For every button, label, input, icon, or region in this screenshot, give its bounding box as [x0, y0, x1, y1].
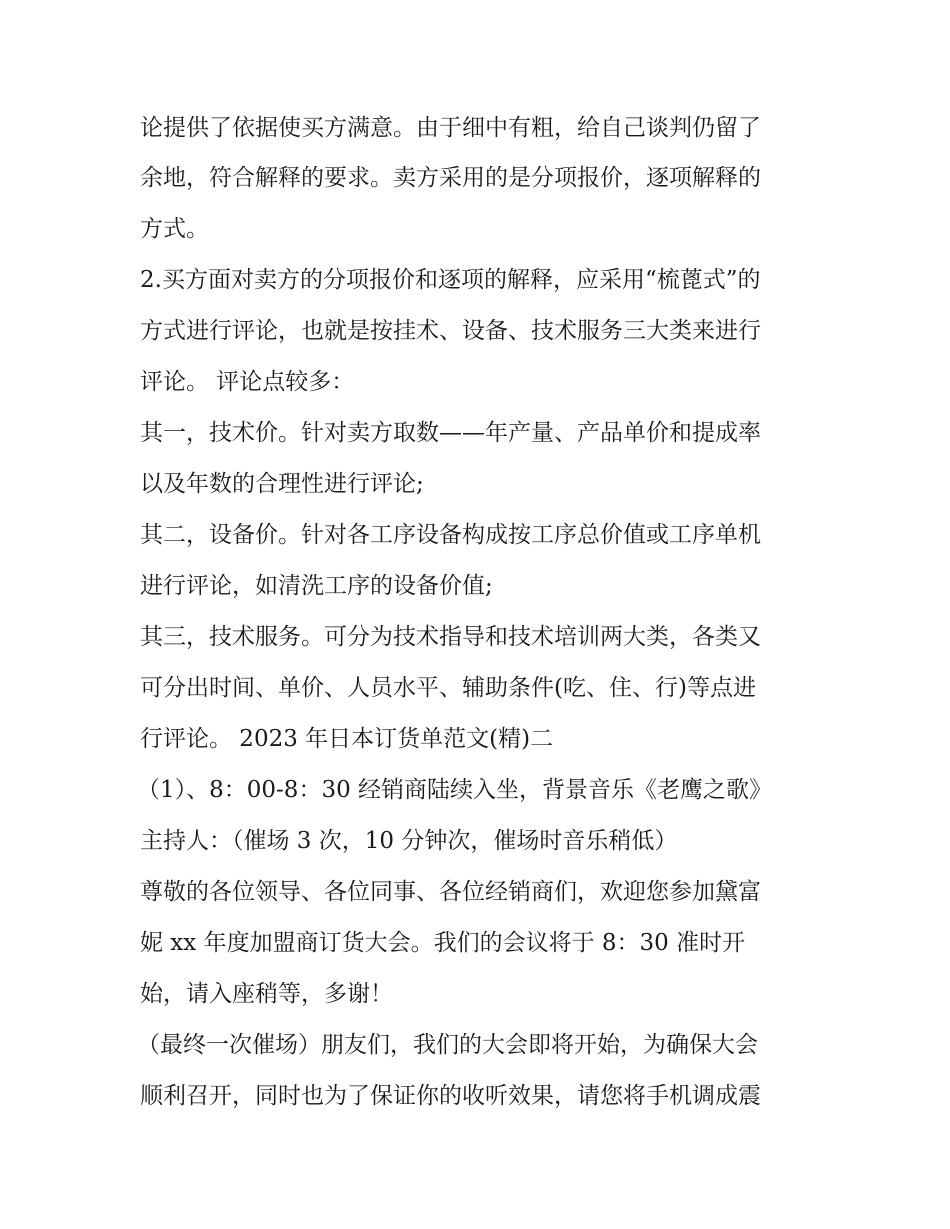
text-line: 其一，技术价。针对卖方取数——年产量、产品单价和提成率: [140, 420, 761, 446]
text-line: 尊敬的各位领导、各位同事、各位经销商们，欢迎您参加黛富: [140, 879, 761, 905]
text-line: 2.买方面对卖方的分项报价和逐项的解释，应采用“梳蓖式”的: [140, 267, 761, 293]
text-line: 顺利召开，同时也为了保证你的收听效果，请您将手机调成震: [140, 1083, 761, 1109]
text-line: 方式进行评论，也就是按挂术、设备、技术服务三大类来进行: [140, 318, 761, 344]
text-line: 评论。 评论点较多：: [140, 369, 355, 395]
text-line: 其二，设备价。针对各工序设备构成按工序总价值或工序单机: [140, 522, 761, 548]
text-line: 论提供了依据使买方满意。由于细中有粗，给自己谈判仍留了: [140, 115, 761, 141]
text-line: 余地，符合解释的要求。卖方采用的是分项报价，逐项解释的: [140, 165, 761, 191]
text-line: 进行评论，如清洗工序的设备价值;: [140, 573, 493, 599]
text-line: 方式。: [140, 216, 209, 242]
text-line: 主持人：（催场 3 次，10 分钟次，催场时音乐稍低）: [140, 828, 678, 854]
text-line: 行评论。 2023 年日本订货单范文(精)二: [140, 726, 554, 752]
text-line: 以及年数的合理性进行评论;: [140, 471, 424, 497]
text-line: （1）、8：00-8：30 经销商陆续入坐，背景音乐《老鹰之歌》: [137, 777, 773, 803]
text-line: 妮 xx 年度加盟商订货大会。我们的会议将于 8：30 准时开: [140, 930, 746, 956]
text-line: 始，请入座稍等，多谢！: [140, 981, 393, 1007]
text-line: （最终一次催场）朋友们，我们的大会即将开始，为确保大会: [137, 1032, 758, 1058]
text-line: 其三，技术服务。可分为技术指导和技术培训两大类，各类又: [140, 624, 761, 650]
text-line: 可分出时间、单价、人员水平、辅助条件(吃、住、行)等点进: [140, 675, 756, 701]
